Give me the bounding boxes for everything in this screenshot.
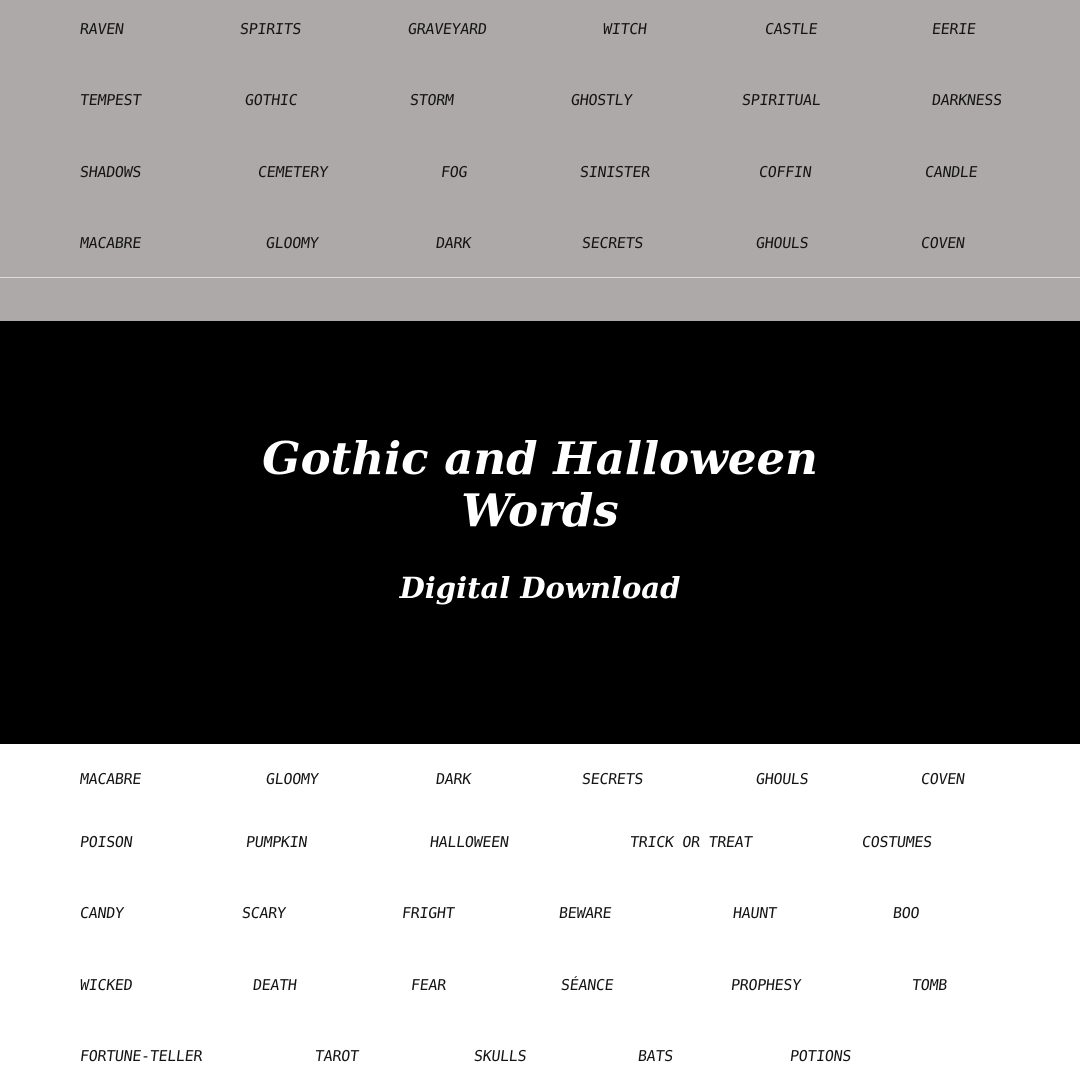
word-skulls: SKULLS [472,1047,528,1065]
bottom-word-panel [0,744,1080,1080]
banner-subtitle: Digital Download [399,571,681,605]
word-eerie: EERIE [930,20,977,38]
word-spiritual: SPIRITUAL [740,91,822,109]
top-word-panel [0,0,1080,321]
word-seance: SÉANCE [559,976,615,994]
word-trick-or-treat: TRICK OR TREAT [628,833,754,851]
word-coven: COVEN [919,234,966,252]
word-shadows: SHADOWS [78,163,143,181]
word-fear: FEAR [409,976,448,994]
banner-title [0,433,1080,537]
word-prophesy: PROPHESY [729,976,802,994]
title-banner [0,321,1080,744]
word-fog: FOG [439,163,469,181]
word-gloomy: GLOOMY [264,770,320,788]
word-scary: SCARY [240,904,287,922]
word-costumes: COSTUMES [860,833,933,851]
panel-divider [0,277,1080,278]
word-tarot: TAROT [313,1047,360,1065]
word-ghostly: GHOSTLY [569,91,634,109]
word-pumpkin: PUMPKIN [244,833,309,851]
word-macabre: MACABRE [78,234,143,252]
banner-title-line-2: Words [461,484,619,537]
word-poison: POISON [78,833,134,851]
word-fright: FRIGHT [400,904,456,922]
word-secrets: SECRETS [580,770,645,788]
word-bats: BATS [636,1047,675,1065]
word-dark: DARK [434,234,473,252]
word-candle: CANDLE [923,163,979,181]
word-tomb: TOMB [910,976,949,994]
word-ghouls: GHOULS [754,770,810,788]
word-coffin: COFFIN [757,163,813,181]
word-cemetery: CEMETERY [256,163,329,181]
banner-title-line-1: Gothic and Halloween [262,432,818,485]
word-haunt: HAUNT [731,904,778,922]
word-darkness: DARKNESS [930,91,1003,109]
word-gloomy: GLOOMY [264,234,320,252]
word-dark: DARK [434,770,473,788]
word-sinister: SINISTER [578,163,651,181]
word-tempest: TEMPEST [78,91,143,109]
word-storm: STORM [408,91,455,109]
word-potions: POTIONS [788,1047,853,1065]
word-wicked: WICKED [78,976,134,994]
word-gothic: GOTHIC [243,91,299,109]
word-raven: RAVEN [78,20,125,38]
word-castle: CASTLE [763,20,819,38]
word-graveyard: GRAVEYARD [406,20,488,38]
word-death: DEATH [251,976,298,994]
word-candy: CANDY [78,904,125,922]
word-ghouls: GHOULS [754,234,810,252]
word-macabre: MACABRE [78,770,143,788]
word-coven: COVEN [919,770,966,788]
word-boo: BOO [891,904,921,922]
word-secrets: SECRETS [580,234,645,252]
word-fortune-teller: FORTUNE-TELLER [78,1047,204,1065]
word-spirits: SPIRITS [238,20,303,38]
word-witch: WITCH [601,20,648,38]
word-beware: BEWARE [557,904,613,922]
word-halloween: HALLOWEEN [428,833,510,851]
